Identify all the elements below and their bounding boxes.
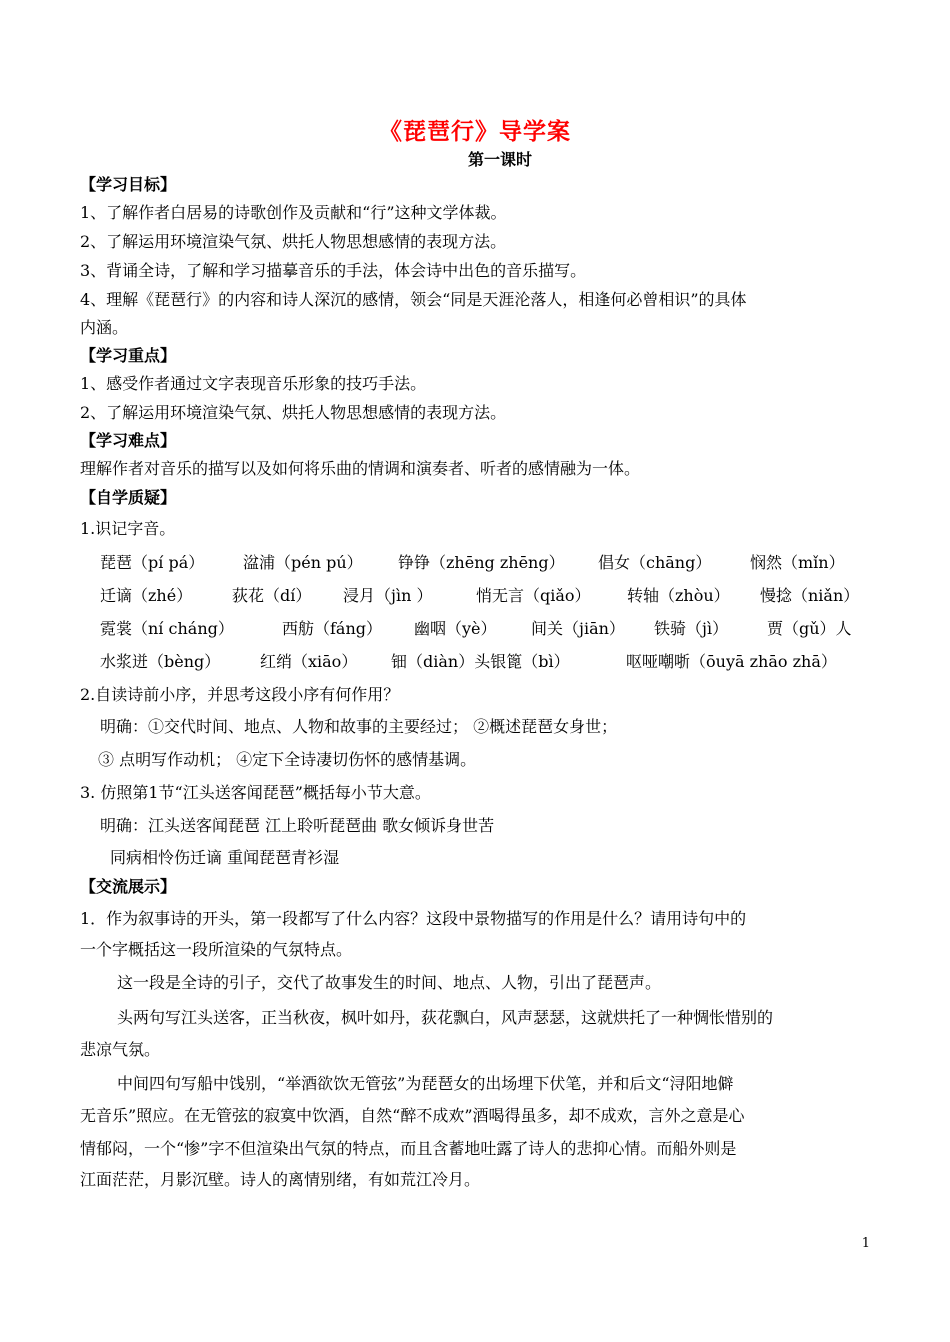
focus-item: 1、感受作者通过文字表现音乐形象的技巧手法。 [80,374,427,393]
exchange-line: 1．作为叙事诗的开头，第一段都写了什么内容？这段中景物描写的作用是什么？请用诗句中的 [80,909,747,928]
exchange-line: 无音乐”照应。在无管弦的寂寞中饮酒，自然“醉不成欢”酒喝得虽多，却不成欢，言外之意是心 [80,1106,745,1125]
page-number: 1 [861,1236,870,1251]
question-3-answer: 明确：江头送客闻琵琶 江上聆听琵琶曲 歌女倾诉身世苦 [100,816,495,835]
pinyin-item: 间关（jiān） [531,619,625,638]
pinyin-item: 迁谪（zhé） [100,586,193,605]
goal-item: 4、理解《琵琶行》的内容和诗人深沉的感情，领会“同是天涯沦落人，相逢何必曾相识”的具体 [80,290,747,309]
pinyin-item: 钿（diàn）头银篦（bì） [391,652,570,671]
pinyin-item: 霓裳（ní cháng） [100,619,234,638]
goal-item: 3、背诵全诗，了解和学习描摹音乐的手法，体会诗中出色的音乐描写。 [80,261,587,280]
pinyin-item: 倡女（chāng） [598,553,712,572]
pinyin-item: 呕哑嘲哳（ōuyā zhāo zhā） [626,652,837,671]
pinyin-item: 湓浦（pén pú） [243,553,363,572]
focus-item: 2、了解运用环境渲染气氛、烘托人物思想感情的表现方法。 [80,403,507,422]
exchange-line: 头两句写江头送客，正当秋夜，枫叶如丹，荻花飘白，风声瑟瑟，这就烘托了一种惆怅惜别的 [117,1008,774,1027]
question-3-answer: 同病相怜伤迁谪 重闻琵琶青衫湿 [110,848,340,867]
pinyin-item: 水浆迸（bèng） [100,652,221,671]
question-2-answer: 明确：①交代时间、地点、人物和故事的主要经过； ②概述琵琶女身世； [100,717,618,736]
exchange-line: 情郁闷，一个“惨”字不但渲染出气氛的特点，而且含蓄地吐露了诗人的悲抑心情。而船外则是 [80,1139,737,1158]
question-2: 2.自读诗前小序，并思考这段小序有何作用？ [80,685,400,704]
pinyin-item: 西舫（fáng） [282,619,383,638]
goal-item: 2、了解运用环境渲染气氛、烘托人物思想感情的表现方法。 [80,232,507,251]
pinyin-item: 幽咽（yè） [414,619,497,638]
pinyin-item: 铁骑（jì） [654,619,729,638]
pinyin-item: 荻花（dí） [232,586,312,605]
question-2-answer: ③ 点明写作动机； ④定下全诗凄切伤怀的感情基调。 [98,750,477,769]
pinyin-item: 悯然（mǐn） [750,553,845,572]
pinyin-item: 慢捻（niǎn） [760,586,860,605]
exchange-line: 江面茫茫，月影沉壁。诗人的离情别绪，有如荒江冷月。 [80,1170,481,1189]
section-heading-goals: 【学习目标】 [80,175,177,194]
section-heading-focus: 【学习重点】 [80,346,177,365]
pinyin-item: 红绡（xiāo） [260,652,358,671]
section-heading-selfstudy: 【自学质疑】 [80,488,177,507]
goal-item: 内涵。 [80,318,129,337]
exchange-line: 这一段是全诗的引子，交代了故事发生的时间、地点、人物，引出了琵琶声。 [117,973,662,992]
pinyin-item: 铮铮（zhēng zhēng） [398,553,565,572]
pinyin-item: 琵琶（pí pá） [100,553,205,572]
question-1: 1.识记字音。 [80,519,176,538]
difficulty-text: 理解作者对音乐的描写以及如何将乐曲的情调和演奏者、听者的感情融为一体。 [80,459,641,478]
page-title: 《琵琶行》导学案 [379,119,571,145]
exchange-line: 中间四句写船中饯别，“举酒欲饮无管弦”为琵琶女的出场埋下伏笔，并和后文“浔阳地僻 [117,1074,734,1093]
pinyin-item: 悄无言（qiǎo） [476,586,591,605]
page-subtitle: 第一课时 [467,150,532,169]
question-3: 3. 仿照第1节“江头送客闻琵琶”概括每小节大意。 [80,783,431,802]
exchange-line: 悲凉气氛。 [80,1040,161,1059]
pinyin-item: 转轴（zhòu） [627,586,730,605]
pinyin-item: 浸月（jìn ） [343,586,433,605]
section-heading-exchange: 【交流展示】 [80,877,177,896]
pinyin-item: 贾（gǔ）人 [767,619,852,638]
goal-item: 1、了解作者白居易的诗歌创作及贡献和“行”这种文学体裁。 [80,203,507,222]
section-heading-difficulty: 【学习难点】 [80,431,177,450]
exchange-line: 一个字概括这一段所渲染的气氛特点。 [80,940,353,959]
